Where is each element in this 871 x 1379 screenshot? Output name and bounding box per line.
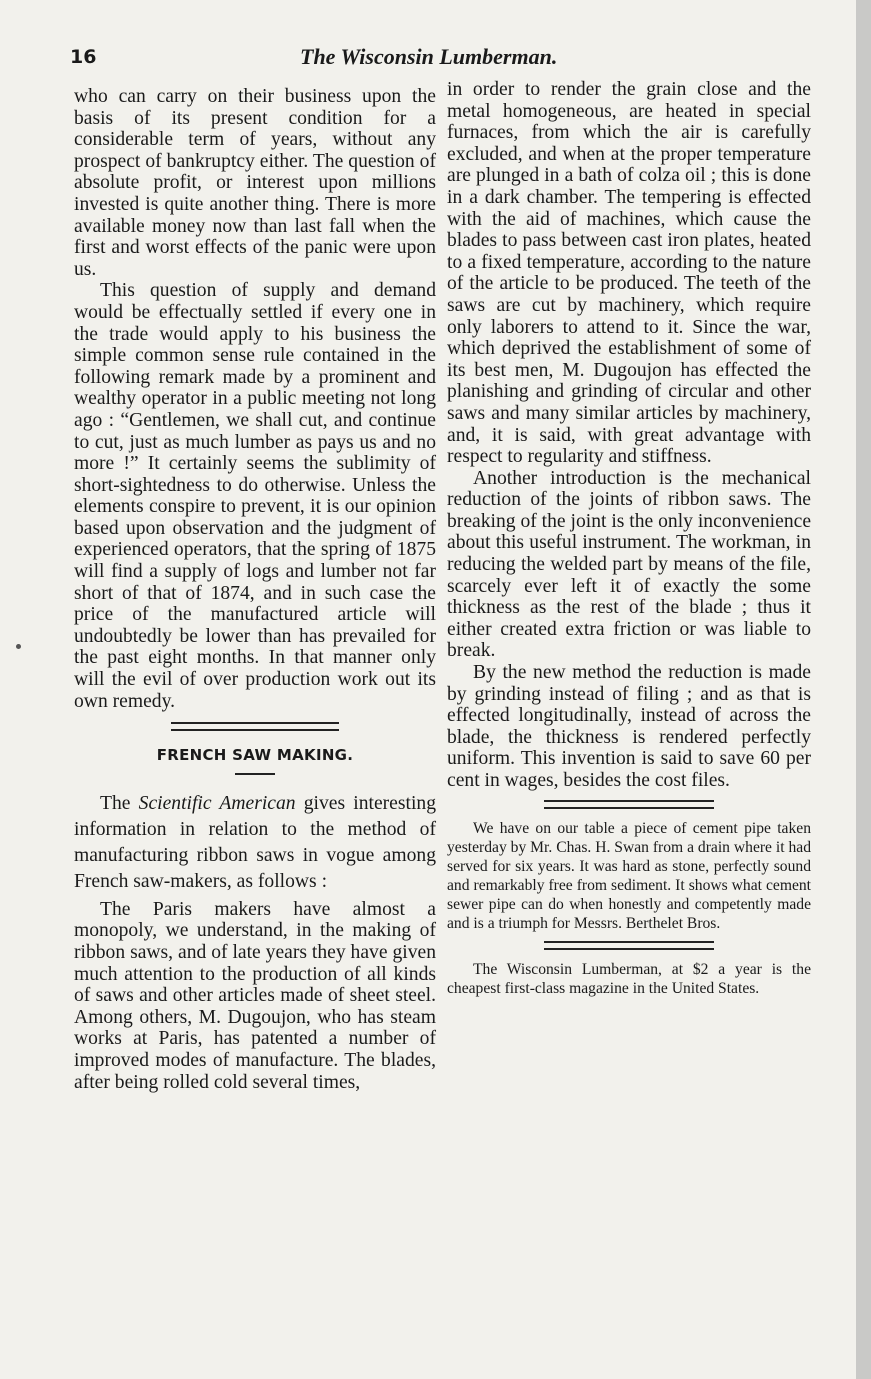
section-divider [544, 941, 714, 950]
notice-cement-pipe: We have on our table a piece of cement pipe taken yesterday by Mr. Chas. H. Swan from a drain where it had served for six years. It was hard as stone, perfectly sound and remarkably free from sediment. It shows what cement sewer pipe can do when honestly and competently made and is a triumph for Messrs. Berthelet Bros. [447, 819, 811, 932]
page-edge [856, 0, 871, 1379]
right-column [447, 79, 811, 998]
paragraph: who can carry on their business upon the basis of its present condition for a considerable term of years, without any prospect of bankruptcy either. The question of absolute profit, or interest upon millions invested is quite another thing. There is more available money now than last fall when the first and worst effects of the panic were upon us. [74, 86, 436, 280]
paragraph: Another introduction is the mechanical reduction of the joints of ribbon saws. The breaking of the joint is the only inconvenience about this useful instrument. The workman, in reducing the welded part by means of the file, scarcely ever left it of exactly the some thickness as the rest of the blade ; thus it either created extra friction or was liable to break. [447, 467, 812, 662]
left-column [74, 86, 436, 1093]
running-title: The Wisconsin Lumberman. [300, 44, 558, 69]
paragraph: By the new method the reduction is made by grinding instead of filing ; and as that is effected longitudinally, instead of across the blade, the thickness is rendered perfectly uniform. This invention is said to save 60 per cent in wages, besides the cost files. [447, 662, 811, 791]
section-divider [171, 722, 339, 731]
notice-subscription: The Wisconsin Lumberman, at $2 a year is the cheapest first-class magazine in the United States. [447, 960, 811, 997]
section-divider [544, 800, 714, 809]
paragraph: This question of supply and demand would be effectually settled if every one in the trade would apply to his business the simple common sense rule contained in the following remark made by a prominent and wealthy operator in a public meeting not long ago : “Gentlemen, we shall cut, and continue to cut, just as much lumber as pays us and no more !” It certainly seems the sublimity of short-sightedness to do otherwise. Unless the elements conspire to prevent, it is our opinion based upon observation and the judgment of experienced operators, that the spring of 1875 will find a supply of logs and lumber not far short of that of 1874, and in such case the price of the manufactured article will undoubtedly be lower than has prevailed for the past eight months. In that manner only will the evil of over production work out its own remedy. [74, 280, 436, 712]
paragraph: The Paris makers have almost a monopoly, we understand, in the making of ribbon saws, and of late years they have given much attention to the production of all kinds of saws and other articles made of sheet steel. Among others, M. Dugoujon, who has steam works at Paris, has patented a number of improved modes of manufacture. The blades, after being rolled cold several times, [74, 898, 436, 1093]
paragraph: in order to render the grain close and the metal homogeneous, are heated in special furnaces, from which the air is carefully excluded, and when at the proper temperature are plunged in a bath of colza oil ; this is done in a dark chamber. The tempering is effected with the aid of machines, which cause the blades to pass between cast iron plates, heated to a fixed temperature, according to the nature of the article to be produced. The teeth of the saws are cut by machinery, which require only laborers to attend to it. Since the war, which deprived the establishment of some of its best men, M. Dugoujon has effected the planishing and grinding of circular and other saws and many similar articles by machinery, and, it is said, with great advantage with respect to regularity and stiffness. [447, 79, 811, 468]
article-heading: FRENCH SAW MAKING. [156, 746, 354, 765]
page-number: 16 [70, 46, 97, 68]
text-run: gives interesting information in relation to the method of manufacturing ribbon saws in vogue among French saw-makers, as follows : [74, 792, 436, 892]
paragraph [74, 791, 436, 895]
publication-title: Scientific American [138, 792, 296, 814]
ink-speck [16, 644, 21, 649]
text-run: The [100, 792, 139, 814]
